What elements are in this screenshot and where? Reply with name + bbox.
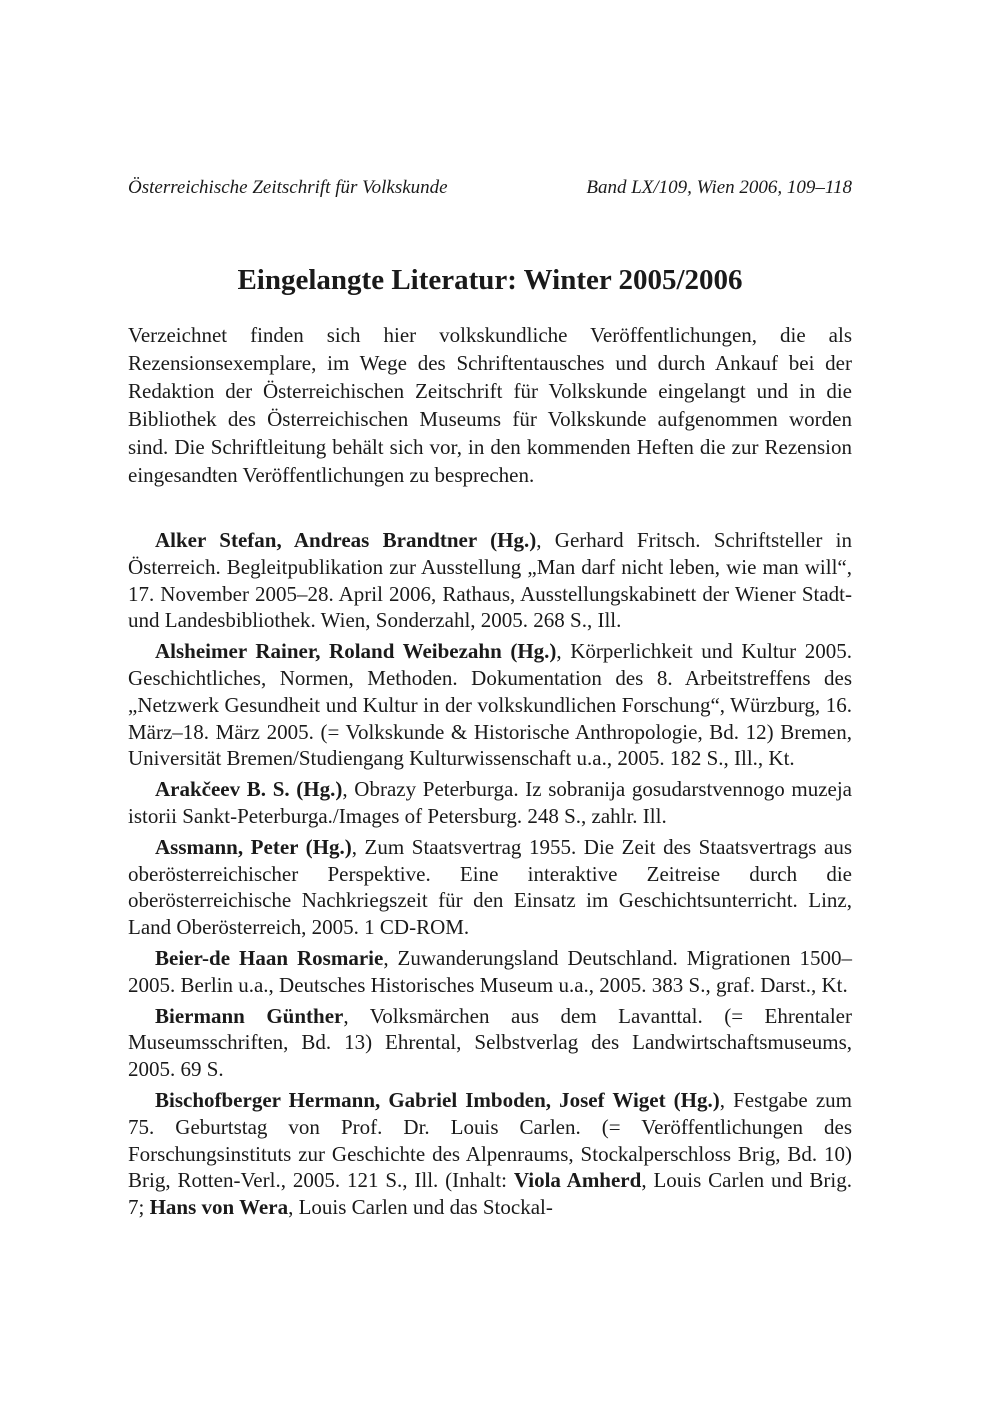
entry-text: , Louis Carlen und das Stockal- bbox=[288, 1195, 553, 1220]
entry-text: , Louis Carlen und Brig. 7; bbox=[128, 1168, 852, 1220]
entry-text: , Volksmärchen aus dem Lavanttal. (= Ehrentaler Museumsschriften, Bd. 13) Ehrental, Selbstverlag des Landwirtschaftsmuseums, 2005. 69 S. bbox=[128, 1003, 852, 1082]
entry-text: , Zuwanderungsland Deutschland. Migrationen 1500–2005. Berlin u.a., Deutsches Historisches Museum u.a., 2005. 383 S., graf. Darst., Kt. bbox=[128, 945, 852, 997]
entry-author: Biermann Günther bbox=[155, 1003, 344, 1028]
entry-contributor: Viola Amherd bbox=[513, 1168, 642, 1193]
entry-text: , Zum Staatsvertrag 1955. Die Zeit des Staatsvertrags aus oberösterreichischer Perspektive. Eine interaktive Zeitreise durch die oberösterreichische Nachkriegszeit für den Einsatz im Geschichtsunterricht. Linz, Land Oberösterreich, 2005. 1 CD-ROM. bbox=[128, 834, 852, 940]
entry-author: Assmann, Peter (Hg.) bbox=[155, 834, 352, 859]
entry-author: Bischofberger Hermann, Gabriel Imboden, Josef Wiget (Hg.) bbox=[155, 1087, 720, 1112]
entry-author: Alsheimer Rainer, Roland Weibezahn (Hg.) bbox=[155, 639, 557, 664]
intro-paragraph: Verzeichnet finden sich hier volkskundliche Veröffentlichungen, die als Rezensionsexemplare, im Wege des Schriftentausches und durch Ankauf bei der Redaktion der Österreichischen Zeitschrift für Volkskunde eingelangt und in die Bibliothek des Österreichischen Museums für Volkskunde aufgenommen worden sind. Die Schriftleitung behält sich vor, in den kommenden Heften die zur Rezension eingesandten Veröffentlichungen zu besprechen. bbox=[128, 323, 852, 488]
article-title: Eingelangte Literatur: Winter 2005/2006 bbox=[237, 264, 743, 296]
bibliography-list bbox=[128, 527, 852, 1225]
entry-text: , Gerhard Fritsch. Schriftsteller in Österreich. Begleitpublikation zur Ausstellung „Man darf nicht leben, wie man will“, 17. November 2005–28. April 2006, Rathaus, Ausstellungskabinett der Wiener Stadt- und Landesbibliothek. Wien, Sonderzahl, 2005. 268 S., Ill. bbox=[128, 528, 852, 633]
list-item bbox=[128, 945, 852, 999]
list-item bbox=[128, 1003, 852, 1083]
entry-text: , Obrazy Peterburga. Iz sobranija gosudarstvennogo muzeja istorii Sankt-Peterburga./Images of Petersburg. 248 S., zahlr. Ill. bbox=[128, 777, 852, 828]
list-item bbox=[128, 527, 852, 634]
entry-author: Beier-de Haan Rosmarie bbox=[155, 945, 384, 970]
entry-text: , Körperlichkeit und Kultur 2005. Geschichtliches, Normen, Methoden. Dokumentation des 8. Arbeitstreffens des „Netzwerk Gesundheit und Kultur in der volkskundlichen Forschung“, Würzburg, 16. März–18. März 2005. (= Volkskunde & Historische Anthropologie, Bd. 12) Bremen, Universität Bremen/Studiengang Kulturwissenschaft u.a., 2005. 182 S., Ill., Kt. bbox=[128, 639, 852, 771]
entry-contributor: Hans von Wera bbox=[149, 1195, 289, 1220]
volume-info: Band LX/109, Wien 2006, 109–118 bbox=[586, 177, 852, 198]
entry-author: Alker Stefan, Andreas Brandtner (Hg.) bbox=[155, 528, 537, 552]
journal-name: Österreichische Zeitschrift für Volkskunde bbox=[128, 177, 448, 198]
entry-text: , Festgabe zum 75. Geburtstag von Prof. Dr. Louis Carlen. (= Veröffentlichungen des Forschungsinstituts zur Geschichte des Alpenraums, Stockalperschloss Brig, Bd. 10) Brig, Rotten-Verl., 2005. 121 S., Ill. (Inhalt: bbox=[128, 1087, 852, 1193]
list-item bbox=[128, 638, 852, 772]
list-item bbox=[128, 1087, 852, 1221]
entry-author: Arakčeev B. S. (Hg.) bbox=[155, 777, 343, 802]
list-item bbox=[128, 834, 852, 941]
list-item bbox=[128, 776, 852, 830]
